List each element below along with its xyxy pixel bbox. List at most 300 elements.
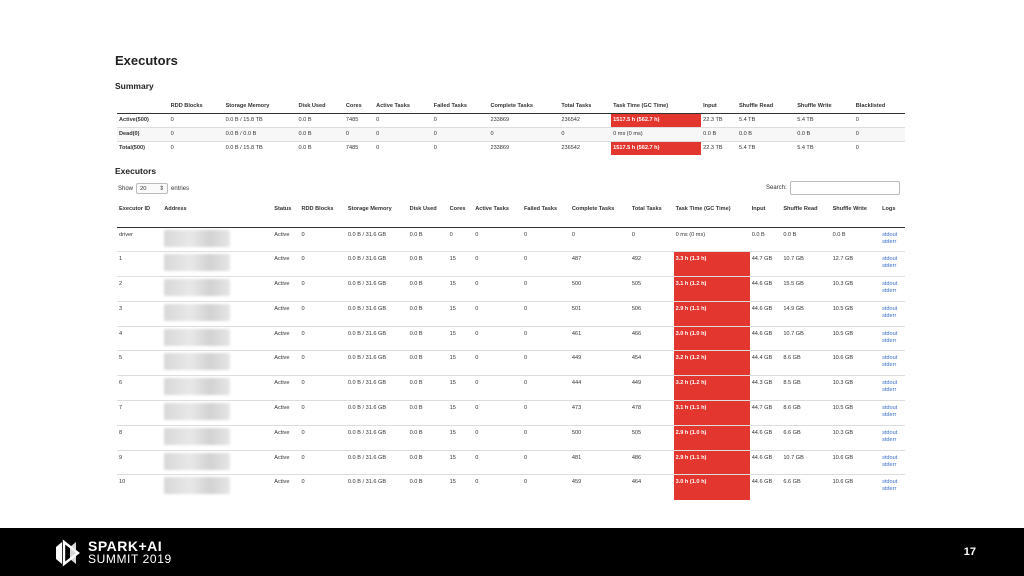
executor-input: 0.0 B <box>750 227 782 252</box>
executor-complete: 487 <box>570 252 630 277</box>
executor-failed: 0 <box>522 301 570 326</box>
executor-disk: 0.0 B <box>408 450 448 475</box>
executor-active: 0 <box>473 301 522 326</box>
executor-disk: 0.0 B <box>408 277 448 302</box>
summary-cell: 0 <box>559 127 611 141</box>
executor-shuffle-write: 10.5 GB <box>831 326 881 351</box>
executor-total: 454 <box>630 351 674 376</box>
executors-column-header[interactable]: Logs <box>882 206 896 212</box>
executor-shuffle-write: 10.5 GB <box>831 401 881 426</box>
summary-cell: 0.0 B <box>795 127 854 141</box>
blurred-address <box>164 329 230 346</box>
summary-cell: 0 <box>488 127 559 141</box>
executor-shuffle-read: 10.7 GB <box>781 326 830 351</box>
executor-shuffle-write: 10.3 GB <box>831 376 881 401</box>
executor-status: Active <box>272 401 299 426</box>
executor-cores: 15 <box>448 351 474 376</box>
summary-cell: 0.0 B <box>737 127 795 141</box>
executor-shuffle-read: 0.0 B <box>781 227 830 252</box>
slide-footer <box>0 528 1024 576</box>
executor-address-redacted <box>162 227 272 252</box>
executor-cores: 15 <box>448 475 474 500</box>
summary-row-label: Dead(0) <box>117 127 169 141</box>
log-link-stdout[interactable]: stdout <box>882 429 898 436</box>
executor-shuffle-read: 10.7 GB <box>781 450 830 475</box>
executor-logs <box>880 401 905 426</box>
executor-status: Active <box>272 450 299 475</box>
executors-column-header[interactable]: Status <box>274 206 292 212</box>
executor-shuffle-read: 8.6 GB <box>781 401 830 426</box>
page-title: Executors <box>115 53 178 68</box>
executors-column-header[interactable]: Complete Tasks <box>571 206 615 212</box>
executor-logs <box>880 326 905 351</box>
executor-shuffle-read: 10.7 GB <box>781 252 830 277</box>
search-label: Search: <box>766 185 787 191</box>
executor-shuffle-write: 10.6 GB <box>831 475 881 500</box>
executor-total: 478 <box>630 401 674 426</box>
summary-cell: 0 <box>374 113 432 127</box>
executor-row <box>117 450 905 475</box>
executor-task-time: 3.2 h (1.2 h) <box>674 351 750 376</box>
log-link-stderr[interactable]: stderr <box>882 461 897 468</box>
executors-column-header[interactable]: Cores <box>449 206 466 212</box>
entries-control <box>118 183 189 194</box>
executors-column-header[interactable]: Disk Used <box>409 206 437 212</box>
log-link-stdout[interactable]: stdout <box>882 405 898 412</box>
executor-active: 0 <box>473 277 522 302</box>
executor-storage: 0.0 B / 31.6 GB <box>346 475 408 500</box>
executors-column-header[interactable]: Failed Tasks <box>523 206 558 212</box>
executor-storage: 0.0 B / 31.6 GB <box>346 425 408 450</box>
executor-status: Active <box>272 227 299 252</box>
summary-cell: 7485 <box>344 113 374 127</box>
executor-cores: 15 <box>448 376 474 401</box>
executor-logs <box>880 475 905 500</box>
summary-cell: 1517.5 h (562.7 h) <box>611 113 701 127</box>
entries-select[interactable] <box>136 183 168 194</box>
executors-column-header[interactable]: Storage Memory <box>347 206 392 212</box>
executor-id: driver <box>117 227 162 252</box>
executor-active: 0 <box>473 450 522 475</box>
executor-shuffle-write: 10.6 GB <box>831 351 881 376</box>
executor-complete: 449 <box>570 351 630 376</box>
executor-address-redacted <box>162 475 272 500</box>
executor-row <box>117 301 905 326</box>
summary-column-header[interactable] <box>117 99 169 113</box>
executor-logs <box>880 376 905 401</box>
executor-input: 44.6 GB <box>750 425 782 450</box>
executors-column-header[interactable]: Total Tasks <box>631 206 662 212</box>
executor-active: 0 <box>473 326 522 351</box>
executor-input: 44.6 GB <box>750 475 782 500</box>
executor-complete: 473 <box>570 401 630 426</box>
executor-total: 486 <box>630 450 674 475</box>
log-link-stdout[interactable]: stdout <box>882 355 898 362</box>
summary-column-header[interactable]: Cores <box>345 102 362 109</box>
executor-disk: 0.0 B <box>408 376 448 401</box>
executor-id: 8 <box>117 425 162 450</box>
summary-cell: 0.0 B <box>297 141 344 155</box>
executor-active: 0 <box>473 351 522 376</box>
summary-cell: 0.0 B / 15.8 TB <box>224 141 297 155</box>
executor-status: Active <box>272 326 299 351</box>
executor-id: 1 <box>117 252 162 277</box>
log-link-stderr[interactable]: stderr <box>882 412 897 419</box>
executor-complete: 459 <box>570 475 630 500</box>
summary-column-header[interactable]: Task Time (GC Time) <box>613 102 669 109</box>
executor-storage: 0.0 B / 31.6 GB <box>346 401 408 426</box>
executor-rdd: 0 <box>299 475 345 500</box>
executor-cores: 15 <box>448 326 474 351</box>
log-link-stderr[interactable]: stderr <box>882 263 897 270</box>
executor-complete: 500 <box>570 425 630 450</box>
executor-input: 44.7 GB <box>750 401 782 426</box>
page-number: 17 <box>963 546 976 558</box>
executor-shuffle-read: 8.6 GB <box>781 351 830 376</box>
executor-storage: 0.0 B / 31.6 GB <box>346 351 408 376</box>
executor-logs <box>880 301 905 326</box>
executor-id: 10 <box>117 475 162 500</box>
entries-value: 20 <box>140 185 147 192</box>
executor-input: 44.6 GB <box>750 450 782 475</box>
executors-column-header[interactable]: Executor ID <box>119 206 151 212</box>
summary-cell: 5.4 TB <box>795 141 854 155</box>
executor-storage: 0.0 B / 31.6 GB <box>346 301 408 326</box>
executor-disk: 0.0 B <box>408 475 448 500</box>
summary-column-header[interactable]: Storage Memory <box>225 102 270 109</box>
blurred-address <box>164 279 230 296</box>
executor-task-time: 3.0 h (1.0 h) <box>674 326 750 351</box>
executor-rdd: 0 <box>299 252 345 277</box>
executor-complete: 481 <box>570 450 630 475</box>
executors-column-header[interactable]: Active Tasks <box>475 206 510 212</box>
log-link-stderr[interactable]: stderr <box>882 238 897 245</box>
executor-id: 3 <box>117 301 162 326</box>
executor-row <box>117 425 905 450</box>
executor-address-redacted <box>162 376 272 401</box>
executor-status: Active <box>272 351 299 376</box>
executor-task-time: 3.3 h (1.3 h) <box>674 252 750 277</box>
executor-row <box>117 376 905 401</box>
executor-id: 6 <box>117 376 162 401</box>
summary-column-header[interactable]: Disk Used <box>298 102 326 109</box>
executor-rdd: 0 <box>299 227 345 252</box>
summary-column-header[interactable]: Total Tasks <box>561 102 592 109</box>
summary-cell: 0 <box>169 141 224 155</box>
summary-cell: 0.0 B / 0.0 B <box>224 127 297 141</box>
executor-task-time: 2.9 h (1.1 h) <box>674 301 750 326</box>
summary-cell: 5.4 TB <box>737 113 795 127</box>
summary-column-header[interactable]: Blacklisted <box>855 102 886 109</box>
summary-cell: 0 <box>169 113 224 127</box>
summary-cell: 22.3 TB <box>701 113 737 127</box>
executor-total: 492 <box>630 252 674 277</box>
executor-total: 506 <box>630 301 674 326</box>
executor-shuffle-read: 14.9 GB <box>781 301 830 326</box>
logo-line-1: SPARK+AI <box>88 538 163 554</box>
summary-cell: 0 <box>374 127 432 141</box>
summary-cell: 5.4 TB <box>737 141 795 155</box>
executor-logs <box>880 450 905 475</box>
executor-rdd: 0 <box>299 277 345 302</box>
executor-status: Active <box>272 376 299 401</box>
executor-complete: 501 <box>570 301 630 326</box>
summary-column-header[interactable]: Shuffle Write <box>797 102 832 109</box>
executor-rdd: 0 <box>299 301 345 326</box>
summary-cell: 236542 <box>559 141 611 155</box>
executor-address-redacted <box>162 277 272 302</box>
executor-cores: 15 <box>448 301 474 326</box>
summary-cell: 0 <box>374 141 432 155</box>
executor-shuffle-read: 8.5 GB <box>781 376 830 401</box>
log-link-stdout[interactable]: stdout <box>882 479 898 486</box>
log-link-stdout[interactable]: stdout <box>882 256 898 263</box>
executor-address-redacted <box>162 252 272 277</box>
executor-row <box>117 252 905 277</box>
summary-column-header[interactable]: Input <box>703 102 717 109</box>
executor-storage: 0.0 B / 31.6 GB <box>346 277 408 302</box>
blurred-address <box>164 428 230 445</box>
executor-cores: 15 <box>448 450 474 475</box>
executor-total: 505 <box>630 277 674 302</box>
log-link-stdout[interactable]: stdout <box>882 281 898 288</box>
executors-column-header[interactable]: Address <box>164 206 187 212</box>
executor-failed: 0 <box>522 326 570 351</box>
executor-task-time: 3.0 h (1.0 h) <box>674 475 750 500</box>
log-link-stderr[interactable]: stderr <box>882 387 897 394</box>
summary-cell: 0 <box>344 127 374 141</box>
executor-input: 44.6 GB <box>750 277 782 302</box>
executor-logs <box>880 227 905 252</box>
executor-shuffle-write: 10.6 GB <box>831 450 881 475</box>
summary-column-header[interactable]: Failed Tasks <box>433 102 467 109</box>
log-link-stdout[interactable]: stdout <box>882 454 898 461</box>
log-link-stderr[interactable]: stderr <box>882 337 897 344</box>
executor-id: 7 <box>117 401 162 426</box>
executor-row <box>117 351 905 376</box>
executor-status: Active <box>272 475 299 500</box>
executor-disk: 0.0 B <box>408 401 448 426</box>
logo-line-2: SUMMIT 2019 <box>88 552 172 566</box>
executor-total: 466 <box>630 326 674 351</box>
executor-status: Active <box>272 252 299 277</box>
executors-heading: Executors <box>115 166 157 176</box>
log-link-stdout[interactable]: stdout <box>882 231 898 238</box>
executor-input: 44.6 GB <box>750 301 782 326</box>
executor-task-time: 3.1 h (1.1 h) <box>674 401 750 426</box>
executor-complete: 0 <box>570 227 630 252</box>
executor-status: Active <box>272 301 299 326</box>
blurred-address <box>164 254 230 271</box>
executor-active: 0 <box>473 475 522 500</box>
executor-cores: 15 <box>448 277 474 302</box>
summary-cell: 0.0 B <box>297 113 344 127</box>
blurred-address <box>164 477 230 494</box>
executor-storage: 0.0 B / 31.6 GB <box>346 376 408 401</box>
executor-storage: 0.0 B / 31.6 GB <box>346 227 408 252</box>
executor-logs <box>880 252 905 277</box>
executor-id: 2 <box>117 277 162 302</box>
executor-status: Active <box>272 277 299 302</box>
summary-heading: Summary <box>115 81 154 91</box>
executors-column-header[interactable]: RDD Blocks <box>301 206 334 212</box>
entries-label: entries <box>171 185 190 192</box>
log-link-stderr[interactable]: stderr <box>882 486 897 493</box>
executor-shuffle-write: 12.7 GB <box>831 252 881 277</box>
executor-row <box>117 401 905 426</box>
executor-failed: 0 <box>522 475 570 500</box>
summary-cell: 233869 <box>488 141 559 155</box>
summary-cell: 0.0 B <box>701 127 737 141</box>
executor-cores: 0 <box>448 227 474 252</box>
executor-shuffle-write: 10.3 GB <box>831 277 881 302</box>
executor-shuffle-read: 6.6 GB <box>781 475 830 500</box>
executor-address-redacted <box>162 326 272 351</box>
summary-row <box>117 141 905 155</box>
executor-complete: 444 <box>570 376 630 401</box>
log-link-stdout[interactable]: stdout <box>882 330 898 337</box>
executor-total: 505 <box>630 425 674 450</box>
executor-complete: 461 <box>570 326 630 351</box>
executor-address-redacted <box>162 301 272 326</box>
executors-column-header[interactable]: Shuffle Write <box>832 206 867 212</box>
executors-table <box>117 201 905 500</box>
executor-shuffle-write: 10.3 GB <box>831 425 881 450</box>
executors-column-header[interactable]: Shuffle Read <box>783 206 818 212</box>
executor-id: 4 <box>117 326 162 351</box>
executor-cores: 15 <box>448 401 474 426</box>
summary-cell: 0.0 B / 15.8 TB <box>224 113 297 127</box>
executor-rdd: 0 <box>299 326 345 351</box>
executor-task-time: 0 ms (0 ms) <box>674 227 750 252</box>
summary-table <box>117 99 905 155</box>
executor-shuffle-write: 0.0 B <box>831 227 881 252</box>
executor-task-time: 3.1 h (1.2 h) <box>674 277 750 302</box>
summary-row <box>117 113 905 127</box>
executor-cores: 15 <box>448 252 474 277</box>
summary-column-header[interactable]: RDD Blocks <box>170 102 203 109</box>
executor-active: 0 <box>473 401 522 426</box>
summary-cell: 233869 <box>488 113 559 127</box>
log-link-stderr[interactable]: stderr <box>882 362 897 369</box>
executor-row <box>117 227 905 252</box>
show-label: Show <box>118 185 134 192</box>
executor-rdd: 0 <box>299 450 345 475</box>
summary-row <box>117 127 905 141</box>
executor-failed: 0 <box>522 227 570 252</box>
summary-cell: 0.0 B <box>297 127 344 141</box>
summary-column-header[interactable]: Shuffle Read <box>738 102 774 109</box>
executor-row <box>117 277 905 302</box>
executor-rdd: 0 <box>299 376 345 401</box>
executor-storage: 0.0 B / 31.6 GB <box>346 326 408 351</box>
executor-failed: 0 <box>522 277 570 302</box>
blurred-address <box>164 353 230 370</box>
executor-logs <box>880 351 905 376</box>
executor-total: 0 <box>630 227 674 252</box>
executor-id: 5 <box>117 351 162 376</box>
summary-cell: 1517.5 h (562.7 h) <box>611 141 701 155</box>
executor-row <box>117 326 905 351</box>
executor-failed: 0 <box>522 376 570 401</box>
executor-input: 44.6 GB <box>750 326 782 351</box>
summary-header-row <box>117 99 905 113</box>
summary-cell: 0 <box>432 141 489 155</box>
executor-status: Active <box>272 425 299 450</box>
executor-failed: 0 <box>522 351 570 376</box>
blurred-address <box>164 378 230 395</box>
executors-column-header[interactable]: Input <box>751 206 766 212</box>
search-control <box>766 181 900 195</box>
log-link-stderr[interactable]: stderr <box>882 436 897 443</box>
executor-total: 449 <box>630 376 674 401</box>
search-input[interactable] <box>790 181 900 195</box>
executor-active: 0 <box>473 425 522 450</box>
summary-cell: 0 <box>432 127 489 141</box>
executor-active: 0 <box>473 252 522 277</box>
executor-input: 44.4 GB <box>750 351 782 376</box>
executor-disk: 0.0 B <box>408 351 448 376</box>
summary-cell: 0 <box>854 127 905 141</box>
log-link-stderr[interactable]: stderr <box>882 312 897 319</box>
summary-cell: 5.4 TB <box>795 113 854 127</box>
executor-failed: 0 <box>522 425 570 450</box>
summary-cell: 22.3 TB <box>701 141 737 155</box>
executor-shuffle-read: 6.6 GB <box>781 425 830 450</box>
executor-address-redacted <box>162 401 272 426</box>
log-link-stdout[interactable]: stdout <box>882 305 898 312</box>
summary-cell: 0 <box>854 113 905 127</box>
summary-column-header[interactable]: Complete Tasks <box>490 102 533 109</box>
executor-address-redacted <box>162 425 272 450</box>
executor-cores: 15 <box>448 425 474 450</box>
executor-task-time: 2.9 h (1.0 h) <box>674 425 750 450</box>
executor-disk: 0.0 B <box>408 301 448 326</box>
blurred-address <box>164 453 230 470</box>
executor-disk: 0.0 B <box>408 252 448 277</box>
summary-cell: 0 ms (0 ms) <box>611 127 701 141</box>
executor-rdd: 0 <box>299 425 345 450</box>
spark-ai-summit-logo <box>52 538 172 568</box>
executor-row <box>117 475 905 500</box>
executor-input: 44.3 GB <box>750 376 782 401</box>
executor-address-redacted <box>162 450 272 475</box>
executor-logs <box>880 425 905 450</box>
executor-task-time: 2.9 h (1.1 h) <box>674 450 750 475</box>
log-link-stderr[interactable]: stderr <box>882 288 897 295</box>
executor-failed: 0 <box>522 252 570 277</box>
executor-failed: 0 <box>522 450 570 475</box>
executor-task-time: 3.2 h (1.2 h) <box>674 376 750 401</box>
chevron-updown-icon: ⇕ <box>159 185 165 192</box>
executor-active: 0 <box>473 227 522 252</box>
executor-rdd: 0 <box>299 401 345 426</box>
executor-logs <box>880 277 905 302</box>
summit-logo-icon <box>52 538 82 568</box>
executor-failed: 0 <box>522 401 570 426</box>
executor-total: 464 <box>630 475 674 500</box>
log-link-stdout[interactable]: stdout <box>882 380 898 387</box>
executors-header-row <box>117 201 905 227</box>
summary-row-label: Total(500) <box>117 141 169 155</box>
executor-disk: 0.0 B <box>408 425 448 450</box>
executor-address-redacted <box>162 351 272 376</box>
executor-disk: 0.0 B <box>408 227 448 252</box>
executors-column-header[interactable]: Task Time (GC Time) <box>675 206 731 212</box>
executor-storage: 0.0 B / 31.6 GB <box>346 450 408 475</box>
summary-cell: 7485 <box>344 141 374 155</box>
summary-column-header[interactable]: Active Tasks <box>376 102 410 109</box>
